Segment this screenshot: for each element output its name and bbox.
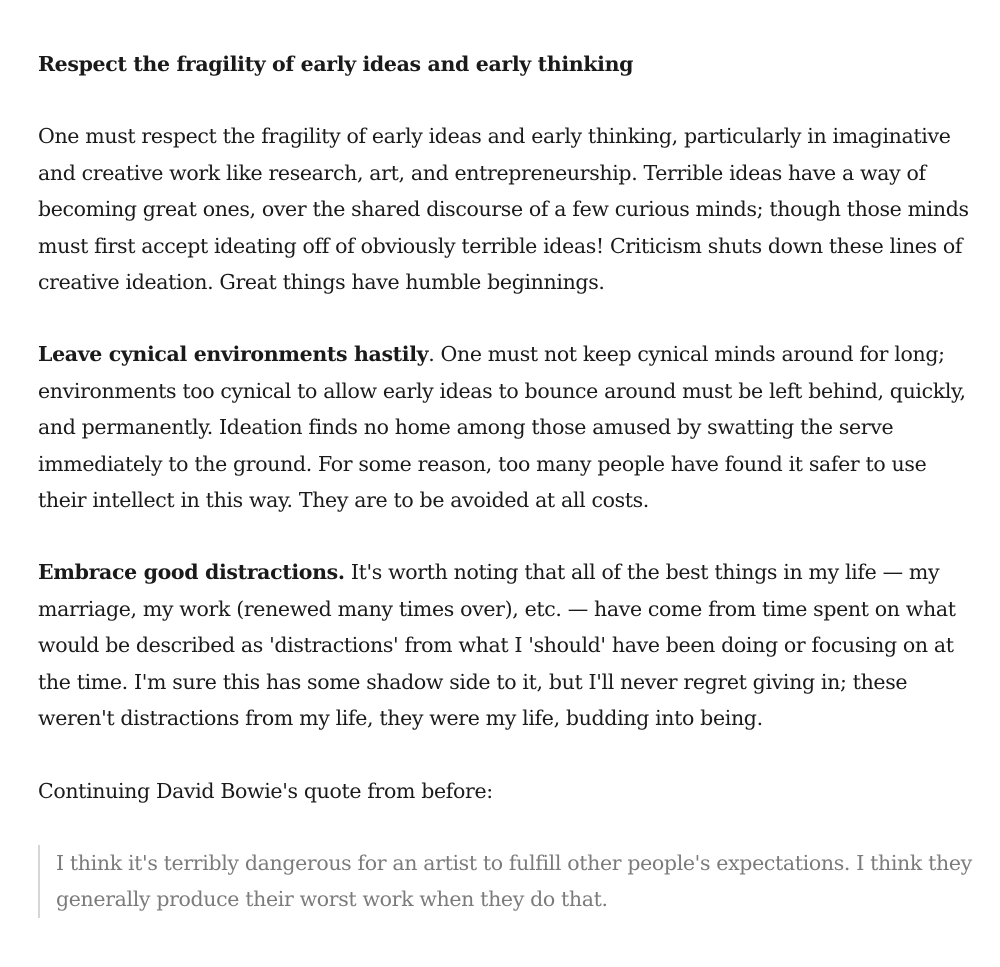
paragraph-lead-distractions: Embrace good distractions. bbox=[38, 560, 345, 585]
paragraph-lead-cynical: Leave cynical environments hastily bbox=[38, 342, 429, 367]
paragraph-good-distractions bbox=[38, 554, 973, 736]
article-body bbox=[38, 46, 973, 918]
paragraph-body-cynical: . One must not keep cynical minds around for long; environments too cynical to allow early ideas to bounce around must be left behind, quickly, and permanently. Ideation finds no home among those amused by swatting the serve immediately to the ground. For some reason, too many people have found it safer to use their intellect in this way. They are to be avoided at all costs. bbox=[38, 342, 966, 513]
paragraph-body-distractions: It's worth noting that all of the best things in my life — my marriage, my work (renewed many times over), etc. — have come from time spent on what would be described as 'distractions' from what I 'should' have been doing or focusing on at the time. I'm sure this has some shadow side to it, but I'll never regret giving in; these weren't distractions from my life, they were my life, budding into being. bbox=[38, 560, 956, 731]
paragraph-bowie-intro: Continuing David Bowie's quote from before: bbox=[38, 778, 493, 803]
bowie-blockquote: I think it's terribly dangerous for an artist to fulfill other people's expectations. I think they generally produce their worst work when they do that. bbox=[38, 845, 973, 918]
paragraph-cynical-environments bbox=[38, 336, 973, 518]
section-heading: Respect the fragility of early ideas and early thinking bbox=[38, 52, 634, 76]
paragraph-fragility: One must respect the fragility of early ideas and early thinking, particularly in imaginative and creative work like research, art, and entrepreneurship. Terrible ideas have a way of becoming great ones, over the shared discourse of a few curious minds; though those minds must first accept ideating off of obviously terrible ideas! Criticism shuts down these lines of creative ideation. Great things have humble beginnings. bbox=[38, 124, 969, 295]
